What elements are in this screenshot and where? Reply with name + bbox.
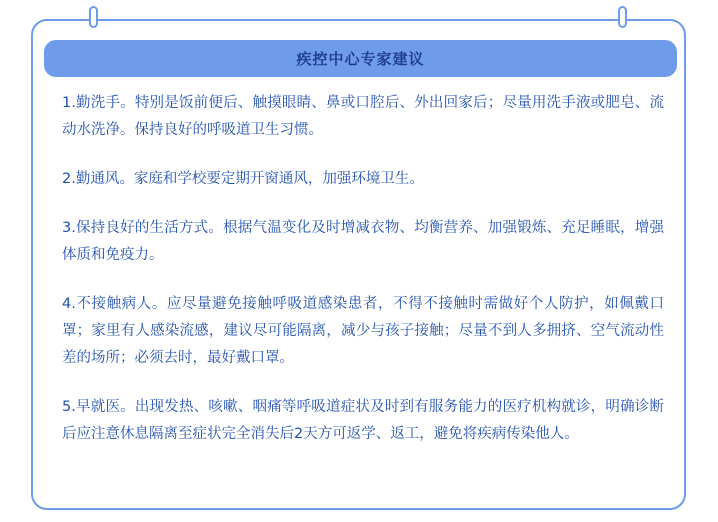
binder-ring-right [618,6,627,28]
tip-seek-medical-care: 5.早就医。出现发热、咳嗽、咽痛等呼吸道症状及时到有服务能力的医疗机构就诊，明确诊断后应注意休息隔离至症状完全消失后2天方可返学、返工，避免将疾病传染他人。 [62,399,664,442]
binder-ring-left [89,6,98,28]
tip-handwashing: 1.勤洗手。特别是饭前便后、触摸眼睛、鼻或口腔后、外出回家后；尽量用洗手液或肥皂、流动水洗净。保持良好的呼吸道卫生习惯。 [62,95,664,138]
title-banner [44,40,677,77]
tips-list [62,90,664,448]
tip-lifestyle: 3.保持良好的生活方式。根据气温变化及时增减衣物、均衡营养、加强锻炼、充足睡眠，增强体质和免疫力。 [62,220,664,263]
tip-avoid-contact: 4.不接触病人。应尽量避免接触呼吸道感染患者，不得不接触时需做好个人防护，如佩戴口罩；家里有人感染流感，建议尽可能隔离，减少与孩子接触；尽量不到人多拥挤、空气流动性差的场所；必须去时，最好戴口罩。 [62,296,664,366]
tip-ventilation: 2.勤通风。家庭和学校要定期开窗通风，加强环境卫生。 [62,171,424,187]
page-title: 疾控中心专家建议 [296,50,425,68]
